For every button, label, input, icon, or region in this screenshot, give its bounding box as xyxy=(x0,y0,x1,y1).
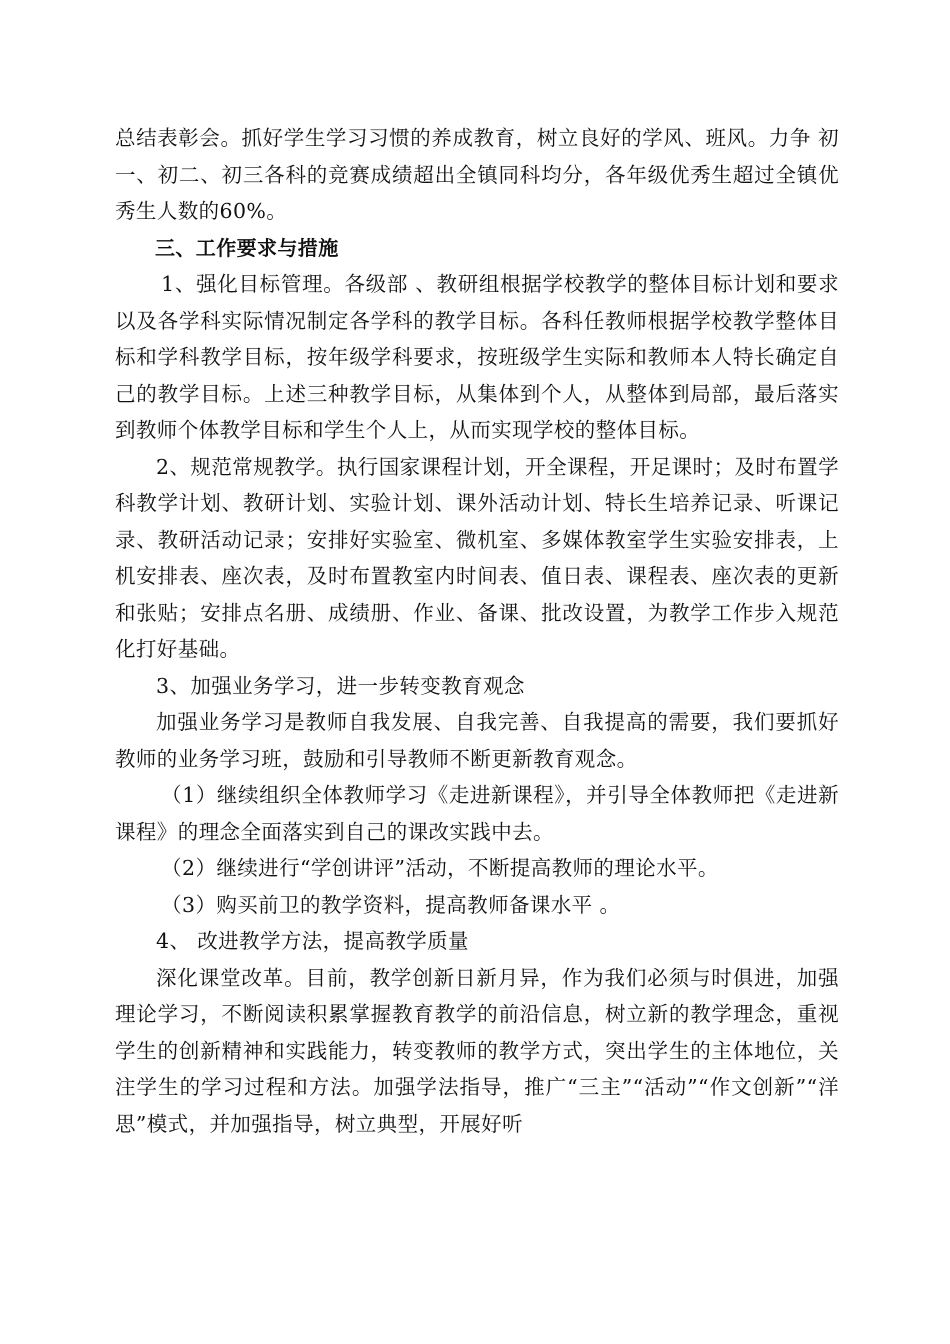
paragraph-routine-teaching: 2、规范常规教学。执行国家课程计划，开全课程，开足课时；及时布置学科教学计划、教研计划、实验计划、课外活动计划、特长生培养记录、听课记录、教研活动记录；安排好实验室、微机室、多媒体教室学生实验安排表，上机安排表、座次表，及时布置教室内时间表、值日表、课程表、座次表的更新和张贴；安排点名册、成绩册、作业、备课、批改设置，为教学工作步入规范化打好基础。 xyxy=(115,454,839,661)
paragraph-business-study-title: 3、加强业务学习，进一步转变教育观念 xyxy=(156,673,525,698)
paragraph-goal-management: 1、强化目标管理。各级部 、教研组根据学校教学的整体目标计划和要求以及各学科实际情况制定各学科的教学目标。各科任教师根据学校教学整体目标和学科教学目标，按年级学科要求，按班级学生实际和教师本人特长确定自己的教学目标。上述三种教学目标，从集体到个人，从整体到局部，最后落实到教师个体教学目标和学生个人上，从而实现学校的整体目标。 xyxy=(115,272,839,442)
document-body xyxy=(115,120,839,1142)
list-item-teaching-materials: （3）购买前卫的教学资料，提高教师备课水平 。 xyxy=(161,892,621,917)
paragraph-classroom-reform: 深化课堂改革。目前，教学创新日新月异，作为我们必须与时俱进，加强理论学习，不断阅读积累掌握教育教学的前沿信息，树立新的教学理念，重视学生的创新精神和实践能力，转变教师的教学方式，突出学生的主体地位，关注学生的学习过程和方法。加强学法指导，推广“三主”“活动”“作文创新”“洋思”模式，并加强指导，树立典型，开展好听 xyxy=(115,965,839,1136)
section-heading-work-requirements: 三、工作要求与措施 xyxy=(155,235,339,260)
paragraph-commendation: 总结表彰会。抓好学生学习习惯的养成教育，树立良好的学风、班风。力争 初一、初二、初三各科的竞赛成绩超出全镇同科均分，各年级优秀生超过全镇优秀生人数的60%。 xyxy=(115,126,839,223)
list-item-new-curriculum: （1）继续组织全体教师学习《走进新课程》，并引导全体教师把《走进新课程》的理念全面落实到自己的课改实践中去。 xyxy=(115,783,839,844)
paragraph-teaching-methods-title: 4、 改进教学方法，提高教学质量 xyxy=(156,929,469,953)
paragraph-business-study-body: 加强业务学习是教师自我发展、自我完善、自我提高的需要，我们要抓好教师的业务学习班，鼓励和引导教师不断更新教育观念。 xyxy=(115,710,839,771)
list-item-learn-create-activity: （2）继续进行“学创讲评”活动，不断提高教师的理论水平。 xyxy=(161,856,719,880)
